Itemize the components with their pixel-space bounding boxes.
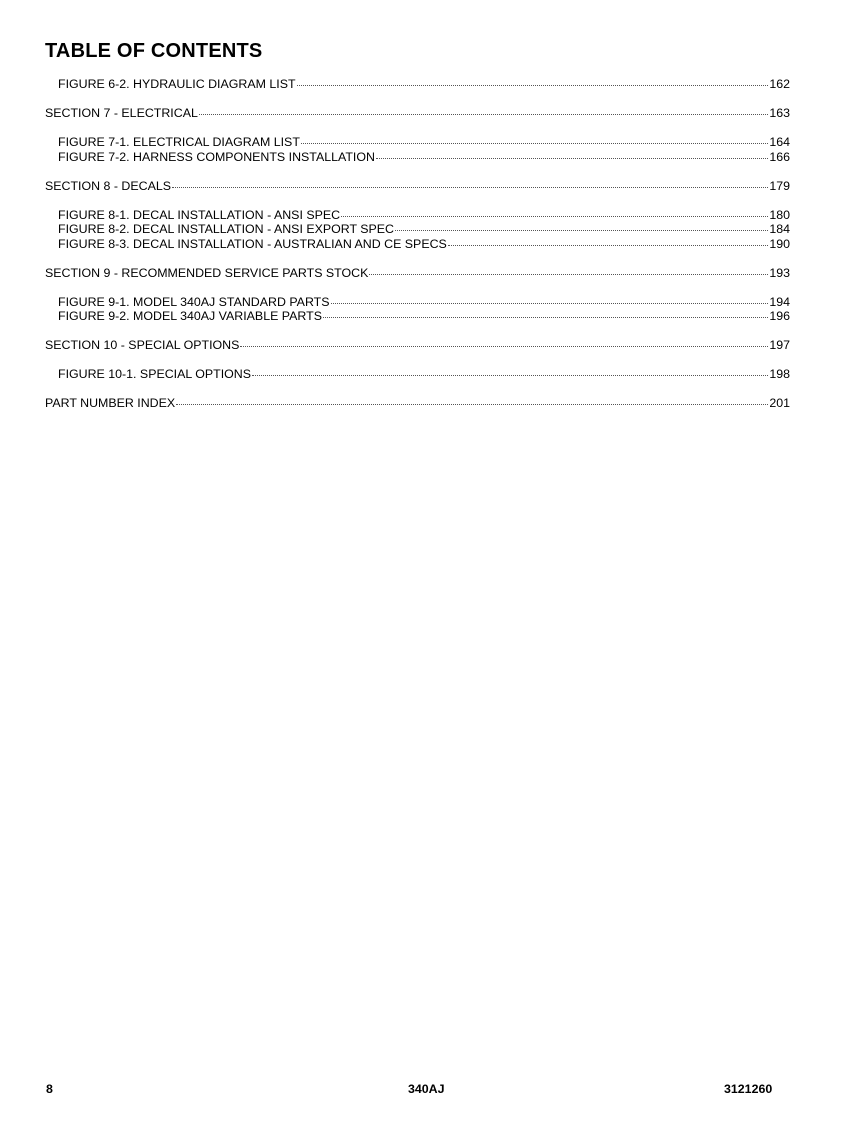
toc-entry-label: FIGURE 8-3. DECAL INSTALLATION - AUSTRALIAN AND CE SPECS [58,236,447,251]
toc-entry-page: 179 [769,178,790,193]
toc-entry-label: FIGURE 10-1. SPECIAL OPTIONS [58,367,252,381]
dot-leader [331,302,769,304]
toc-entry-figure-7-2[interactable] [45,150,790,165]
toc-entry-figure-8-2[interactable] [45,222,790,237]
toc-entry-label: SECTION 7 - ELECTRICAL [45,106,198,120]
dot-leader [376,157,768,159]
toc-entry-page: 166 [769,149,790,164]
toc-entry-part-number-index[interactable] [45,396,790,411]
toc-entry-label: FIGURE 7-1. ELECTRICAL DIAGRAM LIST [58,135,300,149]
dot-leader [172,186,768,188]
toc-entry-page: 197 [769,338,790,352]
toc-entry-page: 184 [769,222,790,236]
dot-leader [199,113,768,115]
dot-leader [252,374,768,376]
footer-model: 340AJ [408,1082,445,1096]
toc-entry-page: 194 [769,294,790,309]
toc-entry-page: 180 [769,207,790,222]
dot-leader [301,142,768,144]
dot-leader [240,345,768,347]
toc-entry-section-8[interactable] [45,179,790,194]
dot-leader [323,316,768,318]
toc-entry-page: 162 [769,77,790,91]
dot-leader [297,84,769,86]
dot-leader [176,403,768,405]
dot-leader [341,215,768,217]
toc-entry-label: FIGURE 7-2. HARNESS COMPONENTS INSTALLATION [58,149,375,164]
footer-doc-number: 3121260 [724,1082,773,1096]
dot-leader [395,229,768,231]
toc-entry-label: FIGURE 9-1. MODEL 340AJ STANDARD PARTS [58,294,330,309]
toc-entry-page: 193 [769,265,790,280]
toc-entry-label: SECTION 8 - DECALS [45,178,171,193]
table-of-contents [45,77,790,411]
toc-entry-figure-9-1[interactable] [45,295,790,310]
toc-entry-label: FIGURE 6-2. HYDRAULIC DIAGRAM LIST [58,77,296,91]
toc-entry-label: SECTION 10 - SPECIAL OPTIONS [45,338,240,352]
toc-entry-section-10[interactable] [45,338,790,353]
toc-entry-label: FIGURE 8-2. DECAL INSTALLATION - ANSI EXPORT SPEC [58,222,395,236]
toc-entry-section-9[interactable] [45,266,790,281]
toc-entry-figure-6-2[interactable] [45,77,790,92]
toc-entry-page: 196 [769,309,790,323]
toc-entry-section-7[interactable] [45,106,790,121]
toc-entry-figure-8-1[interactable] [45,208,790,223]
toc-entry-figure-8-3[interactable] [45,237,790,252]
toc-entry-page: 164 [769,135,790,149]
toc-entry-figure-7-1[interactable] [45,135,790,150]
toc-entry-label: SECTION 9 - RECOMMENDED SERVICE PARTS STOCK [45,265,369,280]
footer-page-number: 8 [46,1082,53,1096]
dot-leader [369,273,768,275]
toc-entry-label: FIGURE 8-1. DECAL INSTALLATION - ANSI SPEC [58,207,341,222]
toc-entry-figure-9-2[interactable] [45,309,790,324]
toc-entry-page: 198 [769,367,790,381]
toc-entry-label: PART NUMBER INDEX [45,396,176,410]
toc-entry-page: 201 [769,396,790,410]
dot-leader [448,244,769,246]
toc-entry-page: 163 [769,106,790,120]
toc-entry-figure-10-1[interactable] [45,367,790,382]
toc-entry-label: FIGURE 9-2. MODEL 340AJ VARIABLE PARTS [58,309,322,323]
page-title: TABLE OF CONTENTS [45,40,263,62]
toc-entry-page: 190 [769,236,790,251]
